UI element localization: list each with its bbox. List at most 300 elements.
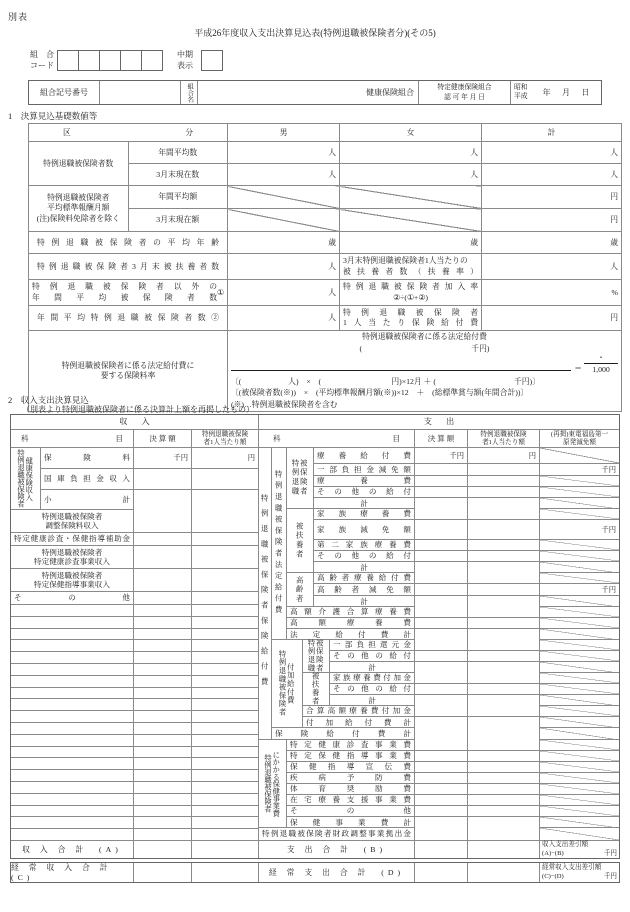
per-capita-cell[interactable] bbox=[468, 487, 540, 497]
amount-cell[interactable] bbox=[134, 510, 192, 532]
amount-cell[interactable] bbox=[134, 758, 192, 769]
per-capita-cell[interactable] bbox=[192, 735, 258, 746]
value-cell[interactable]: 歳 bbox=[482, 232, 622, 254]
value-cell[interactable]: 人 bbox=[482, 164, 622, 186]
exemption-na-cell bbox=[540, 673, 619, 683]
subject-label: その他 bbox=[11, 592, 134, 604]
amount-cell[interactable] bbox=[134, 723, 192, 734]
subject-field[interactable] bbox=[11, 747, 134, 758]
per-capita-cell[interactable] bbox=[468, 584, 540, 595]
amount-cell[interactable] bbox=[415, 540, 468, 550]
value-cell[interactable]: 人 bbox=[482, 142, 622, 164]
amount-cell[interactable] bbox=[134, 770, 192, 781]
per-capita-cell[interactable] bbox=[468, 448, 540, 463]
per-capita-cell[interactable] bbox=[468, 573, 540, 583]
amount-cell[interactable] bbox=[134, 569, 192, 591]
amount-cell[interactable] bbox=[134, 448, 192, 468]
expense-group bbox=[259, 448, 619, 740]
expense-table bbox=[259, 415, 619, 858]
amount-cell[interactable] bbox=[134, 617, 192, 628]
amount-cell[interactable] bbox=[415, 863, 468, 882]
subject-field[interactable] bbox=[11, 735, 134, 746]
income-row bbox=[11, 510, 258, 533]
per-capita-cell[interactable] bbox=[192, 510, 258, 532]
group-label-text bbox=[296, 522, 303, 559]
per-capita-cell[interactable] bbox=[192, 676, 258, 687]
expense-row bbox=[314, 540, 619, 551]
per-capita-cell[interactable] bbox=[468, 728, 540, 740]
per-capita-cell[interactable] bbox=[468, 562, 540, 573]
subject-field[interactable] bbox=[11, 817, 134, 828]
income-blank-row bbox=[11, 711, 258, 723]
amount-cell[interactable] bbox=[134, 469, 192, 489]
unit-label: 千円 bbox=[601, 464, 616, 474]
subject-field[interactable] bbox=[11, 688, 134, 699]
per-capita-cell[interactable] bbox=[468, 640, 540, 650]
subject-field[interactable] bbox=[11, 829, 134, 840]
amount-cell[interactable] bbox=[134, 652, 192, 663]
exemption-na-cell bbox=[540, 498, 619, 509]
per-capita-cell[interactable] bbox=[192, 723, 258, 734]
per-capita-cell[interactable] bbox=[468, 551, 540, 561]
value-cell[interactable]: 歳 bbox=[340, 232, 482, 254]
group-label bbox=[287, 573, 314, 606]
income-blank-row bbox=[11, 747, 258, 759]
per-capita-cell[interactable] bbox=[192, 829, 258, 840]
amount-cell[interactable] bbox=[134, 782, 192, 793]
amount-cell[interactable] bbox=[415, 520, 468, 539]
amount-cell[interactable] bbox=[415, 751, 468, 761]
income-row bbox=[11, 546, 258, 569]
value-cell[interactable]: 円 bbox=[482, 209, 622, 232]
subject-field[interactable] bbox=[11, 617, 134, 628]
union-code-box[interactable] bbox=[120, 50, 142, 71]
expense-subject-header: 科目 bbox=[259, 430, 415, 447]
subject-line: 特例退職被保険者 bbox=[41, 547, 103, 557]
subject-label: 一部負担還元金 bbox=[330, 640, 415, 650]
subject-field[interactable] bbox=[11, 605, 134, 616]
per-capita-cell[interactable] bbox=[468, 596, 540, 607]
amount-cell[interactable] bbox=[134, 676, 192, 687]
expense-group bbox=[272, 448, 619, 640]
per-capita-cell[interactable] bbox=[192, 758, 258, 769]
group-label-text bbox=[279, 650, 295, 716]
amount-cell[interactable] bbox=[415, 607, 468, 617]
expense-row bbox=[330, 640, 619, 651]
expense-row bbox=[287, 784, 619, 795]
union-id-field[interactable] bbox=[100, 81, 181, 104]
group-rows bbox=[41, 448, 258, 509]
per-capita-cell[interactable] bbox=[468, 673, 540, 683]
per-capita-cell[interactable] bbox=[468, 651, 540, 661]
amount-cell[interactable] bbox=[134, 829, 192, 840]
mid-label: 3月末特例退職被保険者1人当たりの 被扶養者数（扶養率） bbox=[340, 254, 482, 280]
per-capita-cell[interactable] bbox=[192, 569, 258, 591]
amount-cell[interactable] bbox=[134, 699, 192, 710]
amount-cell[interactable] bbox=[134, 688, 192, 699]
per-capita-cell[interactable] bbox=[468, 795, 540, 805]
amount-cell[interactable] bbox=[415, 706, 468, 716]
amount-cell[interactable] bbox=[134, 735, 192, 746]
value-cell[interactable]: 円 bbox=[482, 186, 622, 209]
amount-cell[interactable] bbox=[134, 490, 192, 510]
income-header-row bbox=[11, 430, 258, 448]
amount-cell[interactable] bbox=[415, 596, 468, 607]
group-label bbox=[303, 640, 330, 672]
union-code-box[interactable] bbox=[99, 50, 121, 71]
amount-cell[interactable] bbox=[134, 863, 192, 882]
value-cell[interactable]: 人 bbox=[228, 306, 340, 331]
amount-cell[interactable] bbox=[415, 828, 468, 840]
amount-cell[interactable] bbox=[415, 728, 468, 740]
income-group bbox=[11, 448, 258, 510]
per-capita-cell[interactable] bbox=[192, 490, 258, 510]
na-cell bbox=[340, 209, 482, 232]
exemption-na-cell bbox=[540, 828, 619, 840]
subject-label: その他の給付 bbox=[314, 487, 415, 497]
subject-field[interactable] bbox=[11, 699, 134, 710]
subject-label bbox=[11, 510, 134, 532]
per-capita-cell[interactable] bbox=[192, 533, 258, 545]
subject-field[interactable] bbox=[11, 629, 134, 640]
group-label-col: 特例退職被保険者 bbox=[278, 650, 288, 717]
amount-cell[interactable] bbox=[134, 711, 192, 722]
per-capita-cell[interactable] bbox=[468, 717, 540, 728]
subject-field[interactable] bbox=[11, 794, 134, 805]
per-capita-cell[interactable] bbox=[192, 841, 258, 858]
subject-field[interactable] bbox=[11, 806, 134, 817]
row-label: 特例退職被保険者に係る法定給付費に 要する保険料率 bbox=[29, 331, 228, 412]
subject-field[interactable] bbox=[11, 782, 134, 793]
subject-field[interactable] bbox=[11, 676, 134, 687]
amount-cell[interactable] bbox=[415, 640, 468, 650]
subject-label: 小計 bbox=[41, 490, 134, 510]
expense-ordinary-label: 経 常 支 出 合 計 (D) bbox=[259, 863, 415, 882]
per-capita-cell[interactable] bbox=[192, 688, 258, 699]
per-capita-cell[interactable] bbox=[468, 863, 540, 882]
exemption-na-cell bbox=[540, 817, 619, 828]
group-label-col: 特例退職被保険者法定給付費 bbox=[274, 470, 284, 617]
expense-row bbox=[314, 509, 619, 520]
subject-label: 療養給付費 bbox=[314, 448, 415, 463]
amount-cell[interactable] bbox=[415, 684, 468, 694]
amount-cell[interactable] bbox=[134, 605, 192, 616]
midterm-box[interactable] bbox=[201, 50, 223, 71]
subject-label: 保険料 bbox=[41, 448, 134, 468]
expense-row bbox=[287, 773, 619, 784]
group-label-text bbox=[292, 459, 308, 496]
expense-group bbox=[303, 673, 619, 706]
subject-label: 保険給付費計 bbox=[272, 728, 415, 740]
premium-rate-row bbox=[29, 331, 622, 412]
value-cell[interactable]: 歳 bbox=[228, 232, 340, 254]
exemption-cell[interactable] bbox=[540, 464, 619, 475]
per-capita-cell[interactable] bbox=[468, 828, 540, 840]
balance-note: 経常収入支出差引額 (C)−(D) 千円 bbox=[542, 863, 617, 880]
amount-cell[interactable] bbox=[415, 487, 468, 497]
subject-field[interactable] bbox=[11, 770, 134, 781]
income-row bbox=[11, 592, 258, 605]
per-capita-cell[interactable] bbox=[468, 762, 540, 772]
group-label-text bbox=[18, 449, 34, 507]
expense-title: 支出 bbox=[259, 415, 619, 430]
subject-label: 体育奨励費 bbox=[287, 784, 415, 794]
per-capita-cell[interactable] bbox=[468, 695, 540, 706]
per-capita-cell[interactable] bbox=[192, 664, 258, 675]
expense-ordinary bbox=[259, 863, 619, 882]
subject-label: 療養費 bbox=[314, 476, 415, 486]
amount-cell[interactable] bbox=[415, 562, 468, 573]
expense-row bbox=[330, 684, 619, 695]
exemption-na-cell bbox=[540, 651, 619, 661]
per-capita-cell[interactable] bbox=[468, 629, 540, 640]
table-row bbox=[29, 306, 622, 331]
value-cell[interactable]: 人 bbox=[482, 254, 622, 280]
expense-row bbox=[287, 751, 619, 762]
group-rows bbox=[287, 448, 619, 639]
group-rows bbox=[330, 640, 619, 672]
date-units: 年 月 日 bbox=[542, 87, 590, 97]
per-capita-cell[interactable] bbox=[468, 476, 540, 486]
per-capita-cell[interactable] bbox=[192, 617, 258, 628]
per-capita-cell[interactable] bbox=[192, 448, 258, 468]
amount-cell[interactable] bbox=[134, 747, 192, 758]
amount-cell[interactable] bbox=[415, 476, 468, 486]
union-name-field[interactable] bbox=[198, 81, 419, 104]
era-label: 昭和 平成 bbox=[514, 83, 528, 100]
group-label-text bbox=[296, 576, 303, 604]
per-capita-cell[interactable] bbox=[192, 640, 258, 651]
per-capita-cell[interactable] bbox=[468, 607, 540, 617]
value-cell[interactable]: % bbox=[482, 280, 622, 306]
exemption-na-cell bbox=[540, 551, 619, 561]
per-capita-cell[interactable] bbox=[192, 629, 258, 640]
value-cell[interactable]: 人 bbox=[228, 164, 340, 186]
value-cell[interactable]: 円 bbox=[482, 306, 622, 331]
per-capita-cell[interactable] bbox=[468, 498, 540, 509]
per-capita-cell[interactable] bbox=[468, 740, 540, 750]
per-capita-cell[interactable] bbox=[468, 509, 540, 519]
subject-label: 疾病予防費 bbox=[287, 773, 415, 783]
expense-row bbox=[272, 728, 619, 740]
per-capita-cell[interactable] bbox=[192, 770, 258, 781]
expense-row bbox=[314, 498, 619, 509]
union-code-box[interactable] bbox=[78, 50, 100, 71]
subject-label: 付加給付費計 bbox=[303, 717, 415, 728]
group-label-col: 特例退職被保険者保険給付費 bbox=[260, 494, 270, 693]
value-cell[interactable]: 人 bbox=[228, 254, 340, 280]
amount-cell[interactable] bbox=[415, 695, 468, 706]
row-label: 特例退職被保険者以外の 年間平均被保険者数 ① bbox=[29, 280, 228, 306]
subject-field[interactable] bbox=[11, 664, 134, 675]
per-capita-cell[interactable] bbox=[468, 520, 540, 539]
exemption-na-cell bbox=[540, 695, 619, 706]
group-label-col: 被扶養者 bbox=[295, 521, 305, 560]
value-cell[interactable]: 人 bbox=[340, 142, 482, 164]
per-capita-cell[interactable] bbox=[468, 817, 540, 828]
expense-row bbox=[303, 717, 619, 728]
income-ordinary bbox=[11, 863, 259, 882]
exemption-na-cell bbox=[540, 728, 619, 740]
amount-cell[interactable] bbox=[415, 662, 468, 673]
group-label-col: 被保険者 bbox=[299, 459, 309, 497]
subject-label: 特例退職被保険者財政調整事業拠出金 bbox=[259, 828, 415, 840]
exemption-na-cell bbox=[540, 684, 619, 694]
per-capita-cell[interactable] bbox=[468, 784, 540, 794]
income-blank-row bbox=[11, 794, 258, 806]
amount-cell[interactable] bbox=[415, 618, 468, 628]
exemption-cell[interactable] bbox=[540, 584, 619, 595]
expense-row bbox=[314, 476, 619, 487]
expense-row bbox=[287, 740, 619, 751]
amount-cell[interactable] bbox=[134, 629, 192, 640]
per-capita-cell[interactable] bbox=[192, 546, 258, 568]
income-body bbox=[11, 448, 258, 840]
per-capita-cell[interactable] bbox=[192, 605, 258, 616]
amount-cell[interactable] bbox=[134, 533, 192, 545]
per-capita-cell[interactable] bbox=[468, 618, 540, 628]
midterm-label: 中期 表示 bbox=[177, 50, 193, 70]
per-capita-cell[interactable] bbox=[192, 592, 258, 604]
expense-row bbox=[287, 817, 619, 828]
expense-row bbox=[287, 607, 619, 618]
amount-cell[interactable] bbox=[134, 546, 192, 568]
per-capita-cell[interactable] bbox=[468, 464, 540, 475]
amount-cell[interactable] bbox=[134, 841, 192, 858]
expense-row bbox=[314, 464, 619, 476]
amount-cell[interactable] bbox=[415, 584, 468, 595]
per-capita-cell[interactable] bbox=[192, 794, 258, 805]
union-approval-date-field[interactable] bbox=[511, 81, 601, 104]
per-capita-cell[interactable] bbox=[468, 773, 540, 783]
income-row bbox=[11, 569, 258, 592]
section2-heading: 2 収入支出決算見込 bbox=[8, 395, 89, 405]
amount-cell[interactable] bbox=[415, 651, 468, 661]
circled-one: ① bbox=[217, 287, 224, 297]
group-label bbox=[272, 448, 287, 639]
amount-cell[interactable] bbox=[415, 717, 468, 728]
amount-cell[interactable] bbox=[415, 509, 468, 519]
subject-field[interactable] bbox=[11, 758, 134, 769]
per-capita-cell[interactable] bbox=[468, 684, 540, 694]
amount-cell[interactable] bbox=[134, 592, 192, 604]
amount-cell[interactable] bbox=[134, 794, 192, 805]
income-blank-row bbox=[11, 770, 258, 782]
table-row bbox=[29, 280, 622, 306]
per-capita-cell[interactable] bbox=[468, 806, 540, 816]
amount-cell[interactable] bbox=[134, 640, 192, 651]
amount-cell[interactable] bbox=[415, 784, 468, 794]
per-capita-cell[interactable] bbox=[192, 469, 258, 489]
expense-row bbox=[287, 795, 619, 806]
income-blank-row bbox=[11, 723, 258, 735]
per-capita-cell[interactable] bbox=[192, 699, 258, 710]
subject-field[interactable] bbox=[11, 640, 134, 651]
per-capita-cell[interactable] bbox=[468, 751, 540, 761]
value-cell[interactable]: 人 bbox=[228, 280, 340, 306]
amount-cell[interactable] bbox=[415, 795, 468, 805]
per-capita-cell[interactable] bbox=[468, 662, 540, 673]
amount-cell[interactable] bbox=[415, 806, 468, 816]
amount-cell[interactable] bbox=[415, 448, 468, 463]
per-capita-cell[interactable] bbox=[468, 706, 540, 716]
amount-cell[interactable] bbox=[415, 773, 468, 783]
group-label-col: 特例退職 bbox=[307, 639, 317, 673]
col-female: 女 bbox=[340, 124, 482, 142]
value-cell[interactable]: 人 bbox=[340, 164, 482, 186]
per-capita-cell[interactable] bbox=[192, 747, 258, 758]
amount-cell[interactable] bbox=[415, 841, 468, 858]
per-capita-cell[interactable] bbox=[192, 782, 258, 793]
per-capita-cell[interactable] bbox=[192, 863, 258, 882]
na-cell bbox=[228, 186, 340, 209]
subject-label: その他の給付 bbox=[314, 551, 415, 561]
group-label-text bbox=[275, 470, 282, 617]
amount-cell[interactable] bbox=[415, 740, 468, 750]
amount-cell[interactable] bbox=[415, 573, 468, 583]
subject-field[interactable] bbox=[11, 711, 134, 722]
group-rows bbox=[314, 573, 619, 606]
per-capita-cell[interactable] bbox=[192, 817, 258, 828]
per-capita-cell[interactable] bbox=[192, 806, 258, 817]
amount-cell[interactable] bbox=[415, 762, 468, 772]
exemption-na-cell bbox=[540, 740, 619, 750]
per-capita-cell[interactable] bbox=[192, 711, 258, 722]
exemption-na-cell bbox=[540, 596, 619, 607]
per-capita-cell[interactable] bbox=[192, 652, 258, 663]
amount-cell[interactable] bbox=[415, 817, 468, 828]
amount-cell[interactable] bbox=[134, 817, 192, 828]
amount-cell[interactable] bbox=[134, 664, 192, 675]
settlement-table bbox=[10, 414, 620, 859]
table-row bbox=[29, 186, 622, 209]
subject-field[interactable] bbox=[11, 652, 134, 663]
subject-label: 特定保健指導事業費 bbox=[287, 751, 415, 761]
rate-fraction: ・ 1,000 bbox=[584, 354, 618, 375]
amount-cell[interactable] bbox=[415, 551, 468, 561]
exemption-cell[interactable] bbox=[540, 520, 619, 539]
income-blank-row bbox=[11, 640, 258, 652]
expense-group bbox=[303, 640, 619, 673]
expense-row bbox=[287, 762, 619, 773]
income-blank-row bbox=[11, 758, 258, 770]
exemption-na-cell bbox=[540, 640, 619, 650]
union-code-box[interactable] bbox=[57, 50, 79, 71]
amount-cell[interactable] bbox=[415, 464, 468, 475]
exemption-na-cell bbox=[540, 448, 619, 463]
union-code-box[interactable] bbox=[141, 50, 163, 71]
amount-cell[interactable] bbox=[134, 806, 192, 817]
expense-group bbox=[287, 509, 619, 573]
basic-header-row bbox=[29, 124, 622, 142]
value-cell[interactable]: 人 bbox=[228, 142, 340, 164]
expense-group bbox=[287, 448, 619, 509]
expense-row bbox=[314, 573, 619, 584]
per-capita-cell[interactable] bbox=[468, 841, 540, 858]
exemption-na-cell bbox=[540, 618, 619, 628]
amount-cell[interactable] bbox=[415, 673, 468, 683]
expense-row bbox=[330, 651, 619, 662]
expense-amount-header: 決 算 額 bbox=[415, 430, 468, 447]
amount-cell[interactable] bbox=[415, 629, 468, 640]
unit-label: 千円 bbox=[601, 584, 616, 594]
exemption-na-cell bbox=[540, 773, 619, 783]
subject-field[interactable] bbox=[11, 723, 134, 734]
per-capita-cell[interactable] bbox=[468, 540, 540, 550]
amount-cell[interactable] bbox=[415, 498, 468, 509]
expense-row bbox=[330, 673, 619, 684]
group-label-text bbox=[308, 639, 324, 672]
